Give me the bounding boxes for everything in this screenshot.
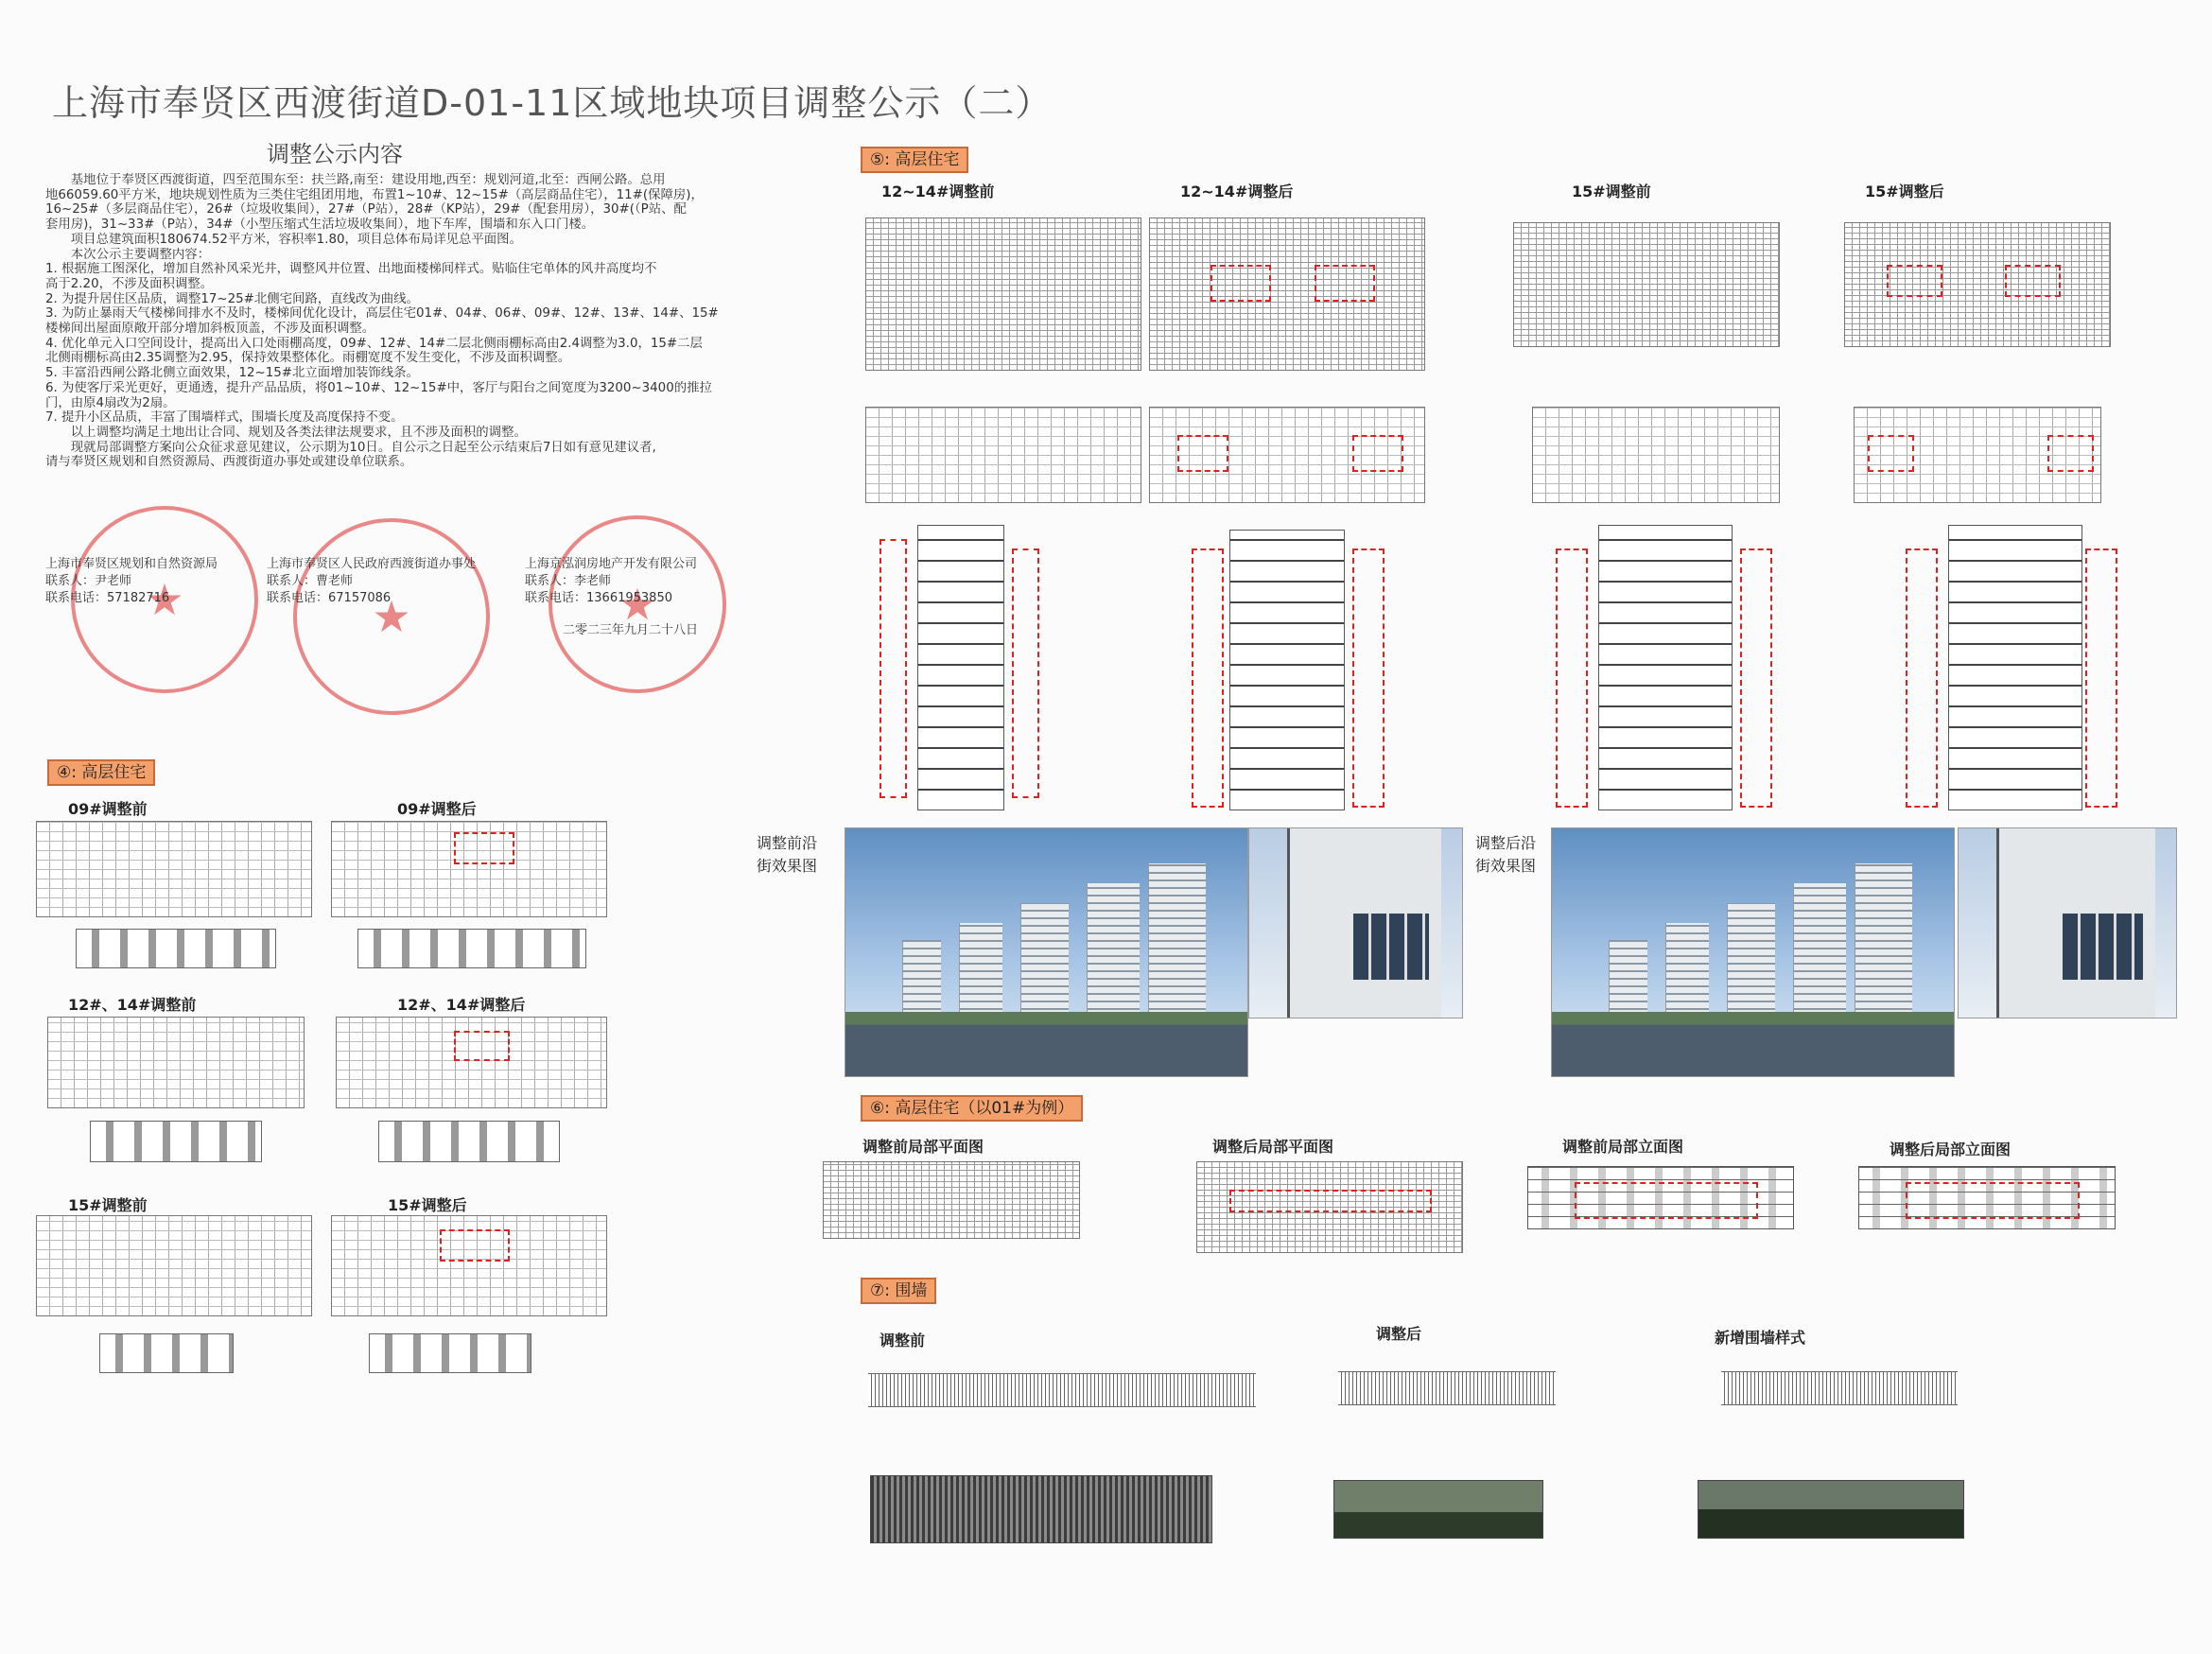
change-highlight <box>2085 548 2117 808</box>
facade-detail-after <box>1958 827 2177 1019</box>
drawing-caption: 12~14#调整前 <box>881 183 995 200</box>
elevation-drawing <box>369 1333 531 1373</box>
notice-paragraph: 现就局部调整方案向公众征求意见建议，公示期为10日。自公示之日起至公示结束后7日如有意见建议者, <box>70 440 656 455</box>
change-highlight <box>1906 1182 2080 1219</box>
change-highlight <box>454 1031 510 1061</box>
drawing-caption: 15#调整前 <box>1572 183 1651 200</box>
notice-item: 3. 为防止暴雨天气楼梯间排水不及时，楼梯间优化设计，高层住宅01#、04#、06#、09#、12#、13#、14#、15# <box>45 306 719 322</box>
change-highlight <box>1315 265 1375 302</box>
floor-plan-drawing <box>1149 218 1425 371</box>
drawing-caption: 12~14#调整后 <box>1180 183 1294 200</box>
drawing-caption: 12#、14#调整后 <box>397 996 526 1014</box>
contact-block <box>267 556 476 607</box>
drawing-caption: 15#调整后 <box>1865 183 1944 200</box>
floor-plan-drawing <box>1513 222 1780 347</box>
change-highlight <box>1177 435 1228 472</box>
change-highlight <box>1012 548 1039 798</box>
fence-rendering-after <box>1333 1480 1543 1539</box>
contact-person: 联系人：尹老师 <box>45 574 132 588</box>
change-highlight <box>1211 265 1271 302</box>
contact-phone: 联系电话：67157086 <box>267 591 392 605</box>
notice-paragraph: 地66059.60平方米，地块规划性质为三类住宅组团用地，布置1~10#、12~15#（高层商品住宅），11#(保障房)， <box>45 187 704 202</box>
section-badge: ④: 高层住宅 <box>47 759 155 786</box>
notice-item: 高于2.20，不涉及面积调整。 <box>45 276 214 291</box>
floor-plan-drawing <box>1844 222 2111 347</box>
notice-item: 6. 为使客厅采光更好，更通透，提升产品品质，将01~10#、12~15#中，客厅与阳台之间宽度为3200~3400的推拉 <box>45 380 712 395</box>
contact-org: 上海市奉贤区人民政府西渡街道办事处 <box>267 557 477 571</box>
elevation-drawing <box>378 1121 560 1162</box>
notice-item: 4. 优化单元入口空间设计，提高出入口处雨棚高度，09#、12#、14#二层北侧雨棚标高由2.4调整为3.0，15#二层 <box>45 336 703 351</box>
render-caption <box>757 832 817 878</box>
drawing-caption: 12#、14#调整前 <box>68 996 197 1014</box>
render-caption-line: 街效果图 <box>757 857 818 875</box>
elevation-drawing <box>357 929 586 968</box>
official-seal-stamp: ★ <box>71 506 258 693</box>
render-caption-line: 调整前沿 <box>757 834 818 852</box>
section-badge: ⑦: 围墙 <box>861 1278 936 1304</box>
drawing-caption: 15#调整前 <box>68 1196 148 1214</box>
contact-block <box>525 556 697 607</box>
change-highlight <box>440 1229 510 1262</box>
fence-elevation-drawing <box>1721 1371 1958 1405</box>
notice-paragraph: 请与奉贤区规划和自然资源局、西渡街道办事处或建设单位联系。 <box>45 455 413 470</box>
fence-rendering-before <box>870 1475 1212 1543</box>
drawing-caption: 调整前局部平面图 <box>862 1138 984 1156</box>
change-highlight <box>2005 265 2061 297</box>
notice-item: 门，由原4扇改为2扇。 <box>45 395 176 410</box>
notice-date: 二零二三年九月二十八日 <box>563 623 699 637</box>
company-seal-stamp: ★ <box>549 515 726 693</box>
section-badge: ⑤: 高层住宅 <box>861 147 968 173</box>
drawing-caption: 调整后局部平面图 <box>1212 1138 1334 1156</box>
tower-elevation-drawing <box>1229 530 1345 810</box>
section-badge: ⑥: 高层住宅（以01#为例） <box>861 1095 1083 1122</box>
tower-elevation-drawing <box>1598 525 1733 810</box>
change-highlight <box>1352 548 1385 808</box>
drawing-caption: 调整后局部立面图 <box>1890 1140 2012 1158</box>
change-highlight <box>1352 435 1403 472</box>
notice-paragraph: 项目总建筑面积180674.52平方米，容积率1.80，项目总体布局详见总平面图。 <box>70 232 522 247</box>
facade-detail-before <box>1248 827 1463 1019</box>
change-highlight <box>1906 548 1938 808</box>
tower-elevation-drawing <box>1948 525 2082 810</box>
change-highlight <box>880 539 907 798</box>
change-highlight <box>1556 548 1588 808</box>
notice-item: 2. 为提升居住区品质，调整17~25#北侧宅间路，直线改为曲线。 <box>45 291 419 306</box>
drawing-caption: 09#调整后 <box>397 800 477 818</box>
floor-plan-drawing <box>36 821 312 917</box>
notice-item: 7. 提升小区品质，丰富了围墙样式，围墙长度及高度保持不变。 <box>45 410 404 426</box>
notice-paragraph: 以上调整均满足土地出让合同、规划及各类法律法规要求，且不涉及面积的调整。 <box>70 425 527 440</box>
change-highlight <box>1229 1190 1432 1212</box>
elevation-drawing <box>90 1121 262 1162</box>
notice-paragraph: 套用房)，31~33#（P站），34#（小型压缩式生活垃圾收集间），地下车库，围墙和东入口门楼。 <box>45 218 595 233</box>
render-caption-line: 街效果图 <box>1475 857 1537 875</box>
page-subtitle: 调整公示内容 <box>267 141 403 167</box>
change-highlight <box>1887 265 1942 297</box>
roof-plan-drawing <box>1532 407 1780 503</box>
notice-paragraph: 16~25#（多层商品住宅），26#（垃圾收集间），27#（P站），28#（KP站），29#（配套用房），30#(（P站、配 <box>45 202 687 218</box>
fence-elevation-drawing <box>868 1373 1256 1407</box>
page-title: 上海市奉贤区西渡街道D-01-11区域地块项目调整公示（二） <box>52 82 1053 124</box>
street-rendering-after <box>1551 827 1955 1077</box>
floor-plan-drawing <box>47 1017 305 1108</box>
fence-elevation-drawing <box>1338 1371 1556 1405</box>
street-rendering-before <box>845 827 1248 1077</box>
contact-person: 联系人：曹老师 <box>267 574 354 588</box>
change-highlight <box>2047 435 2094 472</box>
notice-item: 1. 根据施工图深化，增加自然补风采光井，调整风井位置、出地面楼梯间样式。贴临住宅单体的风井高度均不 <box>45 262 657 277</box>
roof-plan-drawing <box>865 407 1141 503</box>
tower-elevation-drawing <box>917 525 1004 810</box>
drawing-caption: 调整后 <box>1376 1325 1422 1343</box>
notice-paragraph: 基地位于奉贤区西渡街道，四至范围东至：扶兰路,南至：建设用地,西至：规划河道,北至：西闸公路。总用 <box>70 173 666 187</box>
contact-phone: 联系电话：57182716 <box>45 591 170 605</box>
change-highlight <box>1575 1182 1758 1219</box>
contact-block <box>45 556 218 607</box>
floor-plan-drawing <box>36 1215 312 1316</box>
notice-body <box>45 173 719 470</box>
elevation-drawing <box>99 1333 234 1373</box>
drawing-caption: 新增围墙样式 <box>1715 1329 1806 1347</box>
drawing-caption: 调整前 <box>880 1332 926 1349</box>
render-caption-line: 调整后沿 <box>1475 834 1537 852</box>
fence-rendering-new-style <box>1698 1480 1964 1539</box>
drawing-caption: 调整前局部立面图 <box>1562 1138 1684 1156</box>
contact-person: 联系人：李老师 <box>525 574 612 588</box>
official-seal-stamp: ★ <box>293 518 490 715</box>
change-highlight <box>1740 548 1772 808</box>
change-highlight <box>1868 435 1914 472</box>
notice-item: 楼梯间出屋面原敞开部分增加斜板顶盖，不涉及面积调整。 <box>45 322 375 337</box>
notice-item: 北侧雨棚标高由2.35调整为2.95，保持效果整体化。雨棚宽度不发生变化，不涉及面积调整。 <box>45 351 571 366</box>
contact-phone: 联系电话：13661953850 <box>525 591 672 605</box>
drawing-caption: 15#调整后 <box>388 1196 467 1214</box>
contact-org: 上海京泓润房地产开发有限公司 <box>525 557 698 571</box>
notice-item: 5. 丰富沿西闸公路北侧立面效果，12~15#北立面增加装饰线条。 <box>45 366 419 381</box>
floor-plan-drawing <box>865 218 1141 371</box>
drawing-caption: 09#调整前 <box>68 800 148 818</box>
partial-plan-drawing <box>823 1161 1080 1239</box>
change-highlight <box>454 832 514 864</box>
change-highlight <box>1192 548 1224 808</box>
elevation-drawing <box>76 929 276 968</box>
render-caption <box>1475 832 1536 878</box>
notice-paragraph: 本次公示主要调整内容： <box>70 247 211 262</box>
contact-org: 上海市奉贤区规划和自然资源局 <box>45 557 218 571</box>
